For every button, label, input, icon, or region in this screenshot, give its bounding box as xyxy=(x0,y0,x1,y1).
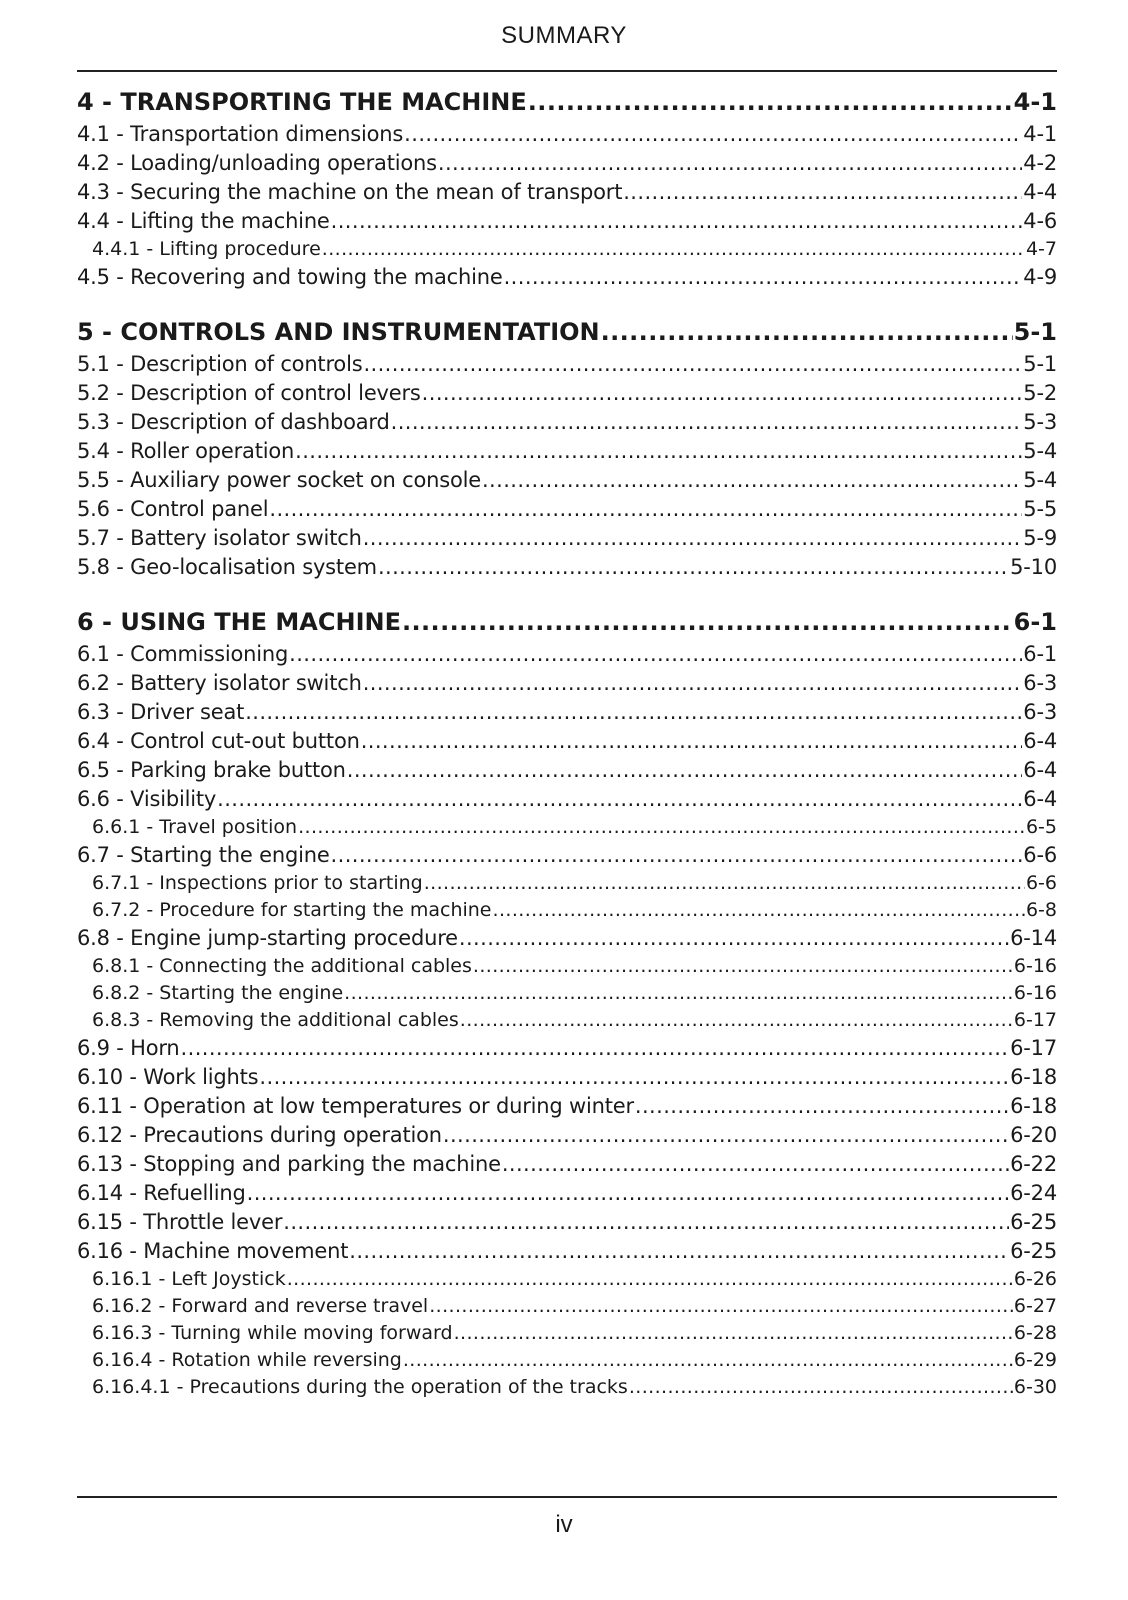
toc-entry-title: 5.1 - Description of controls xyxy=(77,352,363,376)
toc-entry-page: 6-20 xyxy=(1010,1123,1057,1147)
toc-entry-title: 6.1 - Commissioning xyxy=(77,642,289,666)
toc-entry-page: 6-4 xyxy=(1023,758,1057,782)
toc-chapter-heading[interactable] xyxy=(77,84,1057,120)
toc-entry-title: 5.4 - Roller operation xyxy=(77,439,295,463)
dot-leader xyxy=(623,178,1022,207)
dot-leader xyxy=(322,236,1025,263)
toc-entry-title: 6.16.4.1 - Precautions during the operation of the tracks xyxy=(92,1376,628,1398)
dot-leader xyxy=(403,1347,1013,1374)
toc-entry-page: 6-16 xyxy=(1013,982,1057,1004)
toc-subentry[interactable] xyxy=(77,953,1057,980)
toc-entry-page: 6-17 xyxy=(1013,1009,1057,1031)
toc-entry[interactable] xyxy=(77,207,1057,236)
toc-subentry[interactable] xyxy=(77,1007,1057,1034)
toc-entry[interactable] xyxy=(77,727,1057,756)
toc-entry-title: 6.8.1 - Connecting the additional cables xyxy=(92,955,472,977)
toc-entry-page: 6-24 xyxy=(1010,1181,1057,1205)
toc-entry-title: 4 - TRANSPORTING THE MACHINE xyxy=(77,88,527,116)
toc-entry[interactable] xyxy=(77,553,1057,582)
toc-entry-page: 6-29 xyxy=(1013,1349,1057,1371)
toc-entry[interactable] xyxy=(77,379,1057,408)
toc-entry[interactable] xyxy=(77,120,1057,149)
toc-subentry[interactable] xyxy=(77,870,1057,897)
toc-entry-page: 6-25 xyxy=(1010,1210,1057,1234)
dot-leader xyxy=(635,1092,1009,1121)
toc-entry-title: 6.13 - Stopping and parking the machine xyxy=(77,1152,501,1176)
toc-entry[interactable] xyxy=(77,924,1057,953)
dot-leader xyxy=(391,408,1023,437)
toc-entry-page: 4-2 xyxy=(1023,151,1057,175)
toc-entry-page: 4-6 xyxy=(1023,209,1057,233)
toc-entry-title: 6.12 - Precautions during operation xyxy=(77,1123,442,1147)
toc-entry[interactable] xyxy=(77,1208,1057,1237)
toc-entry[interactable] xyxy=(77,1150,1057,1179)
toc-entry[interactable] xyxy=(77,756,1057,785)
toc-entry-title: 5.5 - Auxiliary power socket on console xyxy=(77,468,481,492)
toc-entry-title: 4.5 - Recovering and towing the machine xyxy=(77,265,503,289)
toc-entry-title: 6.3 - Driver seat xyxy=(77,700,245,724)
toc-entry-page: 5-4 xyxy=(1023,439,1057,463)
toc-entry-page: 6-1 xyxy=(1013,608,1057,636)
dot-leader xyxy=(259,1063,1009,1092)
toc-entry[interactable] xyxy=(77,698,1057,727)
toc-entry-page: 6-26 xyxy=(1013,1268,1057,1290)
dot-leader xyxy=(245,698,1022,727)
toc-chapter-heading[interactable] xyxy=(77,604,1057,640)
toc-entry-title: 5 - CONTROLS AND INSTRUMENTATION xyxy=(77,318,600,346)
toc-entry-title: 6 - USING THE MACHINE xyxy=(77,608,401,636)
toc-entry[interactable] xyxy=(77,495,1057,524)
toc-entry-page: 6-27 xyxy=(1013,1295,1057,1317)
dot-leader xyxy=(361,727,1023,756)
dot-leader xyxy=(347,756,1023,785)
table-of-contents xyxy=(77,84,1057,1401)
dot-leader xyxy=(504,263,1023,292)
toc-subentry[interactable] xyxy=(77,236,1057,263)
toc-entry-title: 6.16.1 - Left Joystick xyxy=(92,1268,286,1290)
toc-chapter-heading[interactable] xyxy=(77,314,1057,350)
toc-entry-title: 6.7.2 - Procedure for starting the machine xyxy=(92,899,492,921)
toc-entry[interactable] xyxy=(77,408,1057,437)
toc-entry-title: 6.2 - Battery isolator switch xyxy=(77,671,362,695)
toc-entry-page: 6-25 xyxy=(1010,1239,1057,1263)
dot-leader xyxy=(601,314,1013,350)
toc-entry[interactable] xyxy=(77,1034,1057,1063)
toc-entry-page: 4-9 xyxy=(1023,265,1057,289)
toc-entry-page: 6-5 xyxy=(1025,816,1057,838)
toc-section xyxy=(77,604,1057,1401)
toc-entry-title: 4.1 - Transportation dimensions xyxy=(77,122,404,146)
toc-entry[interactable] xyxy=(77,1179,1057,1208)
toc-entry-page: 4-1 xyxy=(1013,88,1057,116)
dot-leader xyxy=(482,466,1022,495)
toc-entry-title: 6.14 - Refuelling xyxy=(77,1181,246,1205)
toc-subentry[interactable] xyxy=(77,980,1057,1007)
toc-entry-title: 6.15 - Throttle lever xyxy=(77,1210,283,1234)
toc-subentry[interactable] xyxy=(77,1266,1057,1293)
page-title: SUMMARY xyxy=(501,22,627,49)
dot-leader xyxy=(331,841,1023,870)
toc-entry[interactable] xyxy=(77,149,1057,178)
dot-leader xyxy=(331,207,1023,236)
dot-leader xyxy=(363,524,1023,553)
toc-entry-page: 4-7 xyxy=(1025,238,1057,260)
toc-entry-title: 4.3 - Securing the machine on the mean of transport xyxy=(77,180,623,204)
toc-entry-page: 6-1 xyxy=(1023,642,1057,666)
toc-entry-title: 6.9 - Horn xyxy=(77,1036,180,1060)
toc-entry-page: 6-3 xyxy=(1023,700,1057,724)
toc-entry-page: 4-4 xyxy=(1023,180,1057,204)
toc-entry-title: 6.8 - Engine jump-starting procedure xyxy=(77,926,458,950)
toc-entry[interactable] xyxy=(77,841,1057,870)
toc-entry-title: 6.5 - Parking brake button xyxy=(77,758,346,782)
toc-entry-title: 6.6.1 - Travel position xyxy=(92,816,298,838)
toc-entry-title: 6.6 - Visibility xyxy=(77,787,217,811)
toc-entry-page: 6-30 xyxy=(1013,1376,1057,1398)
toc-subentry[interactable] xyxy=(77,1320,1057,1347)
dot-leader xyxy=(460,1007,1013,1034)
toc-entry[interactable] xyxy=(77,1092,1057,1121)
dot-leader xyxy=(459,924,1009,953)
dot-leader xyxy=(181,1034,1010,1063)
toc-entry-page: 5-1 xyxy=(1023,352,1057,376)
toc-entry-page: 5-9 xyxy=(1023,526,1057,550)
toc-section xyxy=(77,84,1057,292)
dot-leader xyxy=(363,350,1022,379)
toc-entry-title: 4.2 - Loading/unloading operations xyxy=(77,151,437,175)
dot-leader xyxy=(424,870,1025,897)
toc-entry-page: 6-22 xyxy=(1010,1152,1057,1176)
toc-entry[interactable] xyxy=(77,669,1057,698)
dot-leader xyxy=(289,640,1022,669)
dot-leader xyxy=(363,669,1023,698)
toc-entry-page: 5-5 xyxy=(1023,497,1057,521)
toc-entry-title: 6.7.1 - Inspections prior to starting xyxy=(92,872,423,894)
toc-entry-title: 4.4 - Lifting the machine xyxy=(77,209,330,233)
toc-entry[interactable] xyxy=(77,640,1057,669)
toc-entry[interactable] xyxy=(77,178,1057,207)
header-divider xyxy=(77,70,1057,72)
dot-leader xyxy=(217,785,1022,814)
dot-leader xyxy=(378,553,1009,582)
toc-entry[interactable] xyxy=(77,1121,1057,1150)
toc-entry[interactable] xyxy=(77,524,1057,553)
toc-entry-page: 6-18 xyxy=(1010,1065,1057,1089)
toc-entry-title: 5.2 - Description of control levers xyxy=(77,381,421,405)
dot-leader xyxy=(438,149,1022,178)
toc-entry[interactable] xyxy=(77,263,1057,292)
toc-entry-title: 6.16.3 - Turning while moving forward xyxy=(92,1322,453,1344)
toc-entry[interactable] xyxy=(77,466,1057,495)
toc-entry-page: 6-4 xyxy=(1023,729,1057,753)
toc-subentry[interactable] xyxy=(77,814,1057,841)
toc-entry-page: 5-2 xyxy=(1023,381,1057,405)
dot-leader xyxy=(269,495,1022,524)
toc-entry-title: 6.16 - Machine movement xyxy=(77,1239,349,1263)
toc-entry-title: 6.16.2 - Forward and reverse travel xyxy=(92,1295,429,1317)
page-number: iv xyxy=(555,1511,573,1538)
footer-divider xyxy=(77,1496,1057,1498)
toc-entry-page: 5-4 xyxy=(1023,468,1057,492)
dot-leader xyxy=(443,1121,1009,1150)
toc-subentry[interactable] xyxy=(77,1293,1057,1320)
toc-entry-page: 6-3 xyxy=(1023,671,1057,695)
dot-leader xyxy=(298,814,1025,841)
dot-leader xyxy=(295,437,1022,466)
dot-leader xyxy=(429,1293,1013,1320)
toc-entry-title: 6.11 - Operation at low temperatures or during winter xyxy=(77,1094,634,1118)
toc-entry-title: 5.3 - Description of dashboard xyxy=(77,410,390,434)
toc-entry-page: 6-8 xyxy=(1025,899,1057,921)
dot-leader xyxy=(473,953,1013,980)
toc-subentry[interactable] xyxy=(77,1374,1057,1401)
dot-leader xyxy=(349,1237,1009,1266)
toc-entry[interactable] xyxy=(77,1237,1057,1266)
toc-entry-title: 5.7 - Battery isolator switch xyxy=(77,526,362,550)
toc-entry-title: 6.10 - Work lights xyxy=(77,1065,259,1089)
toc-entry-page: 5-1 xyxy=(1013,318,1057,346)
toc-entry-page: 6-6 xyxy=(1025,872,1057,894)
toc-entry-title: 5.8 - Geo-localisation system xyxy=(77,555,377,579)
toc-subentry[interactable] xyxy=(77,897,1057,924)
toc-entry-title: 6.16.4 - Rotation while reversing xyxy=(92,1349,402,1371)
toc-entry-title: 6.8.3 - Removing the additional cables xyxy=(92,1009,459,1031)
toc-entry-page: 5-10 xyxy=(1010,555,1057,579)
dot-leader xyxy=(404,120,1022,149)
dot-leader xyxy=(502,1150,1009,1179)
toc-entry-title: 6.7 - Starting the engine xyxy=(77,843,330,867)
toc-entry[interactable] xyxy=(77,785,1057,814)
toc-entry[interactable] xyxy=(77,350,1057,379)
toc-entry-page: 6-16 xyxy=(1013,955,1057,977)
dot-leader xyxy=(528,84,1013,120)
dot-leader xyxy=(422,379,1023,408)
dot-leader xyxy=(402,604,1013,640)
toc-entry-title: 4.4.1 - Lifting procedure xyxy=(92,238,321,260)
toc-entry-title: 6.4 - Control cut-out button xyxy=(77,729,360,753)
dot-leader xyxy=(287,1266,1013,1293)
toc-entry[interactable] xyxy=(77,1063,1057,1092)
toc-entry-title: 5.6 - Control panel xyxy=(77,497,269,521)
toc-entry-page: 6-17 xyxy=(1010,1036,1057,1060)
toc-entry-page: 6-14 xyxy=(1010,926,1057,950)
toc-entry[interactable] xyxy=(77,437,1057,466)
toc-entry-page: 6-6 xyxy=(1023,843,1057,867)
toc-section xyxy=(77,314,1057,582)
toc-entry-page: 6-4 xyxy=(1023,787,1057,811)
toc-entry-title: 6.8.2 - Starting the engine xyxy=(92,982,344,1004)
dot-leader xyxy=(454,1320,1013,1347)
toc-entry-page: 6-18 xyxy=(1010,1094,1057,1118)
dot-leader xyxy=(493,897,1025,924)
toc-subentry[interactable] xyxy=(77,1347,1057,1374)
toc-entry-page: 5-3 xyxy=(1023,410,1057,434)
dot-leader xyxy=(629,1374,1013,1401)
dot-leader xyxy=(247,1179,1010,1208)
toc-entry-page: 6-28 xyxy=(1013,1322,1057,1344)
toc-entry-page: 4-1 xyxy=(1023,122,1057,146)
dot-leader xyxy=(344,980,1013,1007)
dot-leader xyxy=(283,1208,1009,1237)
